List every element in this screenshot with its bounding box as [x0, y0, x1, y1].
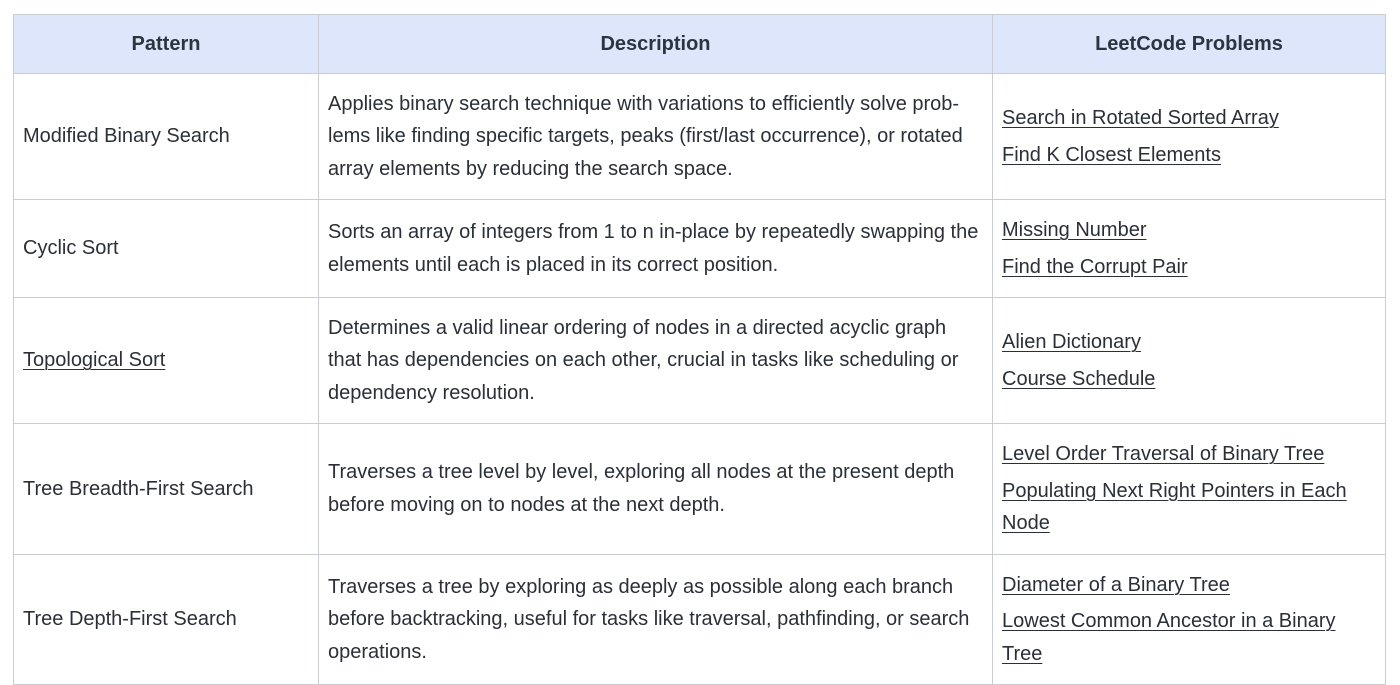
problems-cell — [993, 424, 1386, 555]
problem-link[interactable]: Lowest Common Ancestor in a Binary Tree — [1002, 610, 1336, 665]
problem-link[interactable]: Find the Corrupt Pair — [1002, 255, 1188, 278]
description-cell: Sorts an array of integers from 1 to n in-place by repeatedly swapping the elements until each is placed in its correct position. — [319, 200, 993, 298]
table-body — [14, 74, 1386, 685]
table-row — [14, 298, 1386, 424]
description-cell: Traverses a tree by exploring as deeply as possible along each branch before backtracking, useful for tasks like traversal, pathfinding, or search operations. — [319, 554, 993, 685]
pattern-cell: Tree Depth-First Search — [14, 554, 319, 685]
patterns-table — [13, 14, 1386, 685]
problems-cell — [993, 554, 1386, 685]
problem-link[interactable]: Populating Next Right Pointers in Each Node — [1002, 479, 1347, 534]
problem-link[interactable]: Search in Rotated Sorted Array — [1002, 107, 1279, 129]
pattern-cell — [14, 298, 319, 424]
table-row — [14, 554, 1386, 685]
problem-link[interactable]: Level Order Traversal of Binary Tree — [1002, 443, 1325, 465]
table-header — [14, 15, 1386, 74]
problem-link[interactable]: Diameter of a Binary Tree — [1002, 573, 1230, 596]
problems-cell — [993, 200, 1386, 298]
description-cell: Traverses a tree level by level, exploring all nodes at the present depth before moving on to nodes at the next depth. — [319, 424, 993, 555]
table-row — [14, 200, 1386, 298]
problems-cell — [993, 298, 1386, 424]
patterns-table-container — [13, 14, 1385, 685]
problem-link[interactable]: Alien Dictionary — [1002, 331, 1141, 353]
description-cell: Applies binary search technique with variations to efficiently solve prob-lems like finding specific targets, peaks (first/last occurrence), or rotated array elements by reducing the search space. — [319, 74, 993, 200]
header-row — [14, 15, 1386, 74]
problem-link[interactable]: Find K Closest Elements — [1002, 143, 1221, 166]
table-row — [14, 424, 1386, 555]
pattern-link-topological-sort[interactable]: Topological Sort — [23, 349, 166, 372]
pattern-cell: Tree Breadth-First Search — [14, 424, 319, 555]
problem-link[interactable]: Course Schedule — [1002, 367, 1156, 390]
pattern-cell: Modified Binary Search — [14, 74, 319, 200]
problems-cell — [993, 74, 1386, 200]
header-description: Description — [319, 15, 993, 74]
description-cell: Determines a valid linear ordering of nodes in a directed acyclic graph that has dependencies on each other, crucial in tasks like scheduling or dependency resolution. — [319, 298, 993, 424]
problem-link[interactable]: Missing Number — [1002, 219, 1147, 241]
header-pattern: Pattern — [14, 15, 319, 74]
pattern-cell: Cyclic Sort — [14, 200, 319, 298]
table-row — [14, 74, 1386, 200]
header-leetcode-problems: LeetCode Problems — [993, 15, 1386, 74]
